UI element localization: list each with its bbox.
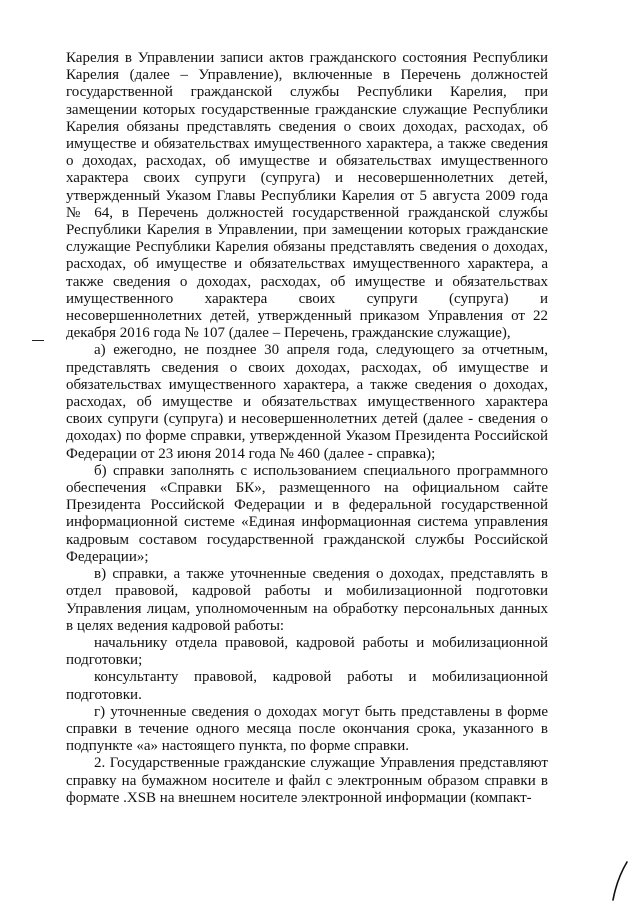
paragraph-continuation: Карелия в Управлении записи актов гражданского состояния Республики Карелия (далее – Управление), включенные в Перечень должностей государственной гражданской службы Республики Карелия, при замещении которых государственные гражданские служащие Республики Карелия обязаны представлять сведения о своих доходах, расходах, об имуществе и обязательствах имущественного характера, а также сведения о доходах, расходах, об имуществе и обязательствах имущественного характера своих супруги (супруга) и несовершеннолетних детей, утвержденный Указом Главы Республики Карелия от 5 августа 2009 года № 64, в Перечень должностей государственной гражданской службы Республики Карелия в Управлении, при замещении которых гражданские служащие Республики Карелия обязаны представлять сведения о доходах, расходах, об имуществе и обязательствах имущественного характера, а также сведения о доходах, расходах, об имуществе и обязательствах имущественного характера своих супруги (супруга) и несовершеннолетних детей, утвержденный приказом Управления от 22 декабря 2016 года № 107 (далее – Перечень, гражданские служащие), [66,50,548,342]
paragraph-item-b: б) справки заполнять с использованием специального программного обеспечения «Справки БК», размещенного на официальном сайте Президента Российской Федерации и в федеральной государственной информационной системе «Единая информационная система управления кадровым составом государственной гражданской службы Российской Федерации»; [66,462,548,565]
paragraph-item-a: а) ежегодно, не позднее 30 апреля года, следующего за отчетным, представлять сведения о своих доходах, расходах, об имуществе и обязательствах имущественного характера, а также сведения о доходах, расходах, об имуществе и обязательствах имущественного характера своих супруги (супруга) и несовершеннолетних детей (далее - сведения о доходах) по форме справки, утвержденной Указом Президента Российской Федерации от 23 июня 2014 года № 460 (далее - справка); [66,342,548,462]
paragraph-recipient-consultant: консультанту правовой, кадровой работы и мобилизационной подготовки. [66,669,548,703]
pen-stroke-mark [610,860,630,902]
document-body [66,50,548,807]
margin-dash-mark [32,340,44,341]
paragraph-item-v: в) справки, а также уточненные сведения о доходах, представлять в отдел правовой, кадровой работы и мобилизационной подготовки Управления лицам, уполномоченным на обработку персональных данных в целях ведения кадровой работы: [66,566,548,634]
paragraph-point-2: 2. Государственные гражданские служащие Управления представляют справку на бумажном носителе и файл с электронным образом справки в формате .XSB на внешнем носителе электронной информации (компакт- [66,755,548,806]
paragraph-recipient-head: начальнику отдела правовой, кадровой работы и мобилизационной подготовки; [66,634,548,669]
paragraph-item-g: г) уточненные сведения о доходах могут быть представлены в форме справки в течение одного месяца после окончания срока, указанного в подпункте «а» настоящего пункта, по форме справки. [66,703,548,755]
